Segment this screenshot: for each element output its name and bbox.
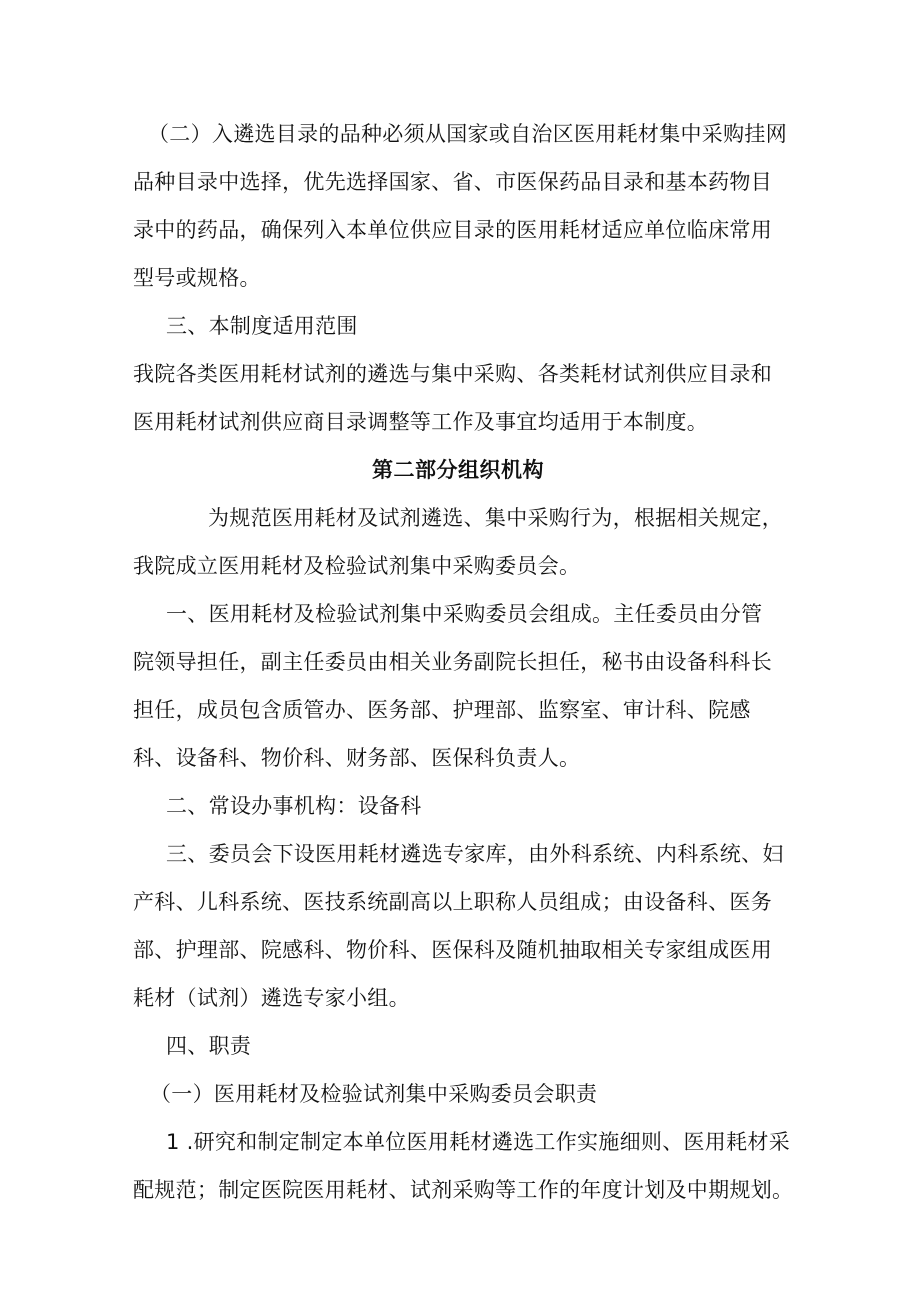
paragraph-line: 录中的药品，确保列入本单位供应目录的医用耗材适应单位临床常用	[133, 218, 772, 242]
section-heading: 二、常设办事机构：设备科	[166, 794, 422, 818]
paragraph-line: 我院各类医用耗材试剂的遴选与集中采购、各类耗材试剂供应目录和	[133, 362, 772, 386]
paragraph-line: 医用耗材试剂供应商目录调整等工作及事宜均适用于本制度。	[133, 410, 709, 434]
paragraph-line: 型号或规格。	[133, 266, 261, 290]
paragraph-line: 为规范医用耗材及试剂遴选、集中采购行为，根据相关规定，	[208, 506, 784, 530]
paragraph-line: 三、委员会下设医用耗材遴选专家库，由外科系统、内科系统、妇	[166, 842, 784, 866]
paragraph-line: （二）入遴选目录的品种必须从国家或自治区医用耗材集中采购挂网	[148, 122, 787, 146]
part-heading: 第二部分组织机构	[372, 458, 544, 482]
paragraph-line: 产科、儿科系统、医技系统副高以上职称人员组成；由设备科、医务	[133, 890, 772, 914]
paragraph-line: 1 .研究和制定制定本单位医用耗材遴选工作实施细则、医用耗材采	[166, 1130, 791, 1154]
paragraph-line: 配规范；制定医院医用耗材、试剂采购等工作的年度计划及中期规划。	[133, 1178, 794, 1202]
paragraph-line: 院领导担任，副主任委员由相关业务副院长担任，秘书由设备科科长	[133, 650, 772, 674]
subsection-heading: （一）医用耗材及检验试剂集中采购委员会职责	[150, 1082, 598, 1106]
paragraph-line: 耗材（试剂）遴选专家小组。	[133, 986, 410, 1010]
paragraph-line: 品种目录中选择，优先选择国家、省、市医保药品目录和基本药物目	[133, 170, 772, 194]
paragraph-line: 部、护理部、院感科、物价科、医保科及随机抽取相关专家组成医用	[133, 938, 772, 962]
paragraph-line: 担任，成员包含质管办、医务部、护理部、监察室、审计科、院感	[133, 698, 751, 722]
section-heading: 四、职责	[166, 1034, 252, 1058]
paragraph-line: 一、医用耗材及检验试剂集中采购委员会组成。主任委员由分管	[166, 602, 763, 626]
paragraph-line: 我院成立医用耗材及检验试剂集中采购委员会。	[133, 554, 581, 578]
section-heading: 三、本制度适用范围	[166, 314, 358, 338]
paragraph-line: 科、设备科、物价科、财务部、医保科负责人。	[133, 746, 581, 770]
